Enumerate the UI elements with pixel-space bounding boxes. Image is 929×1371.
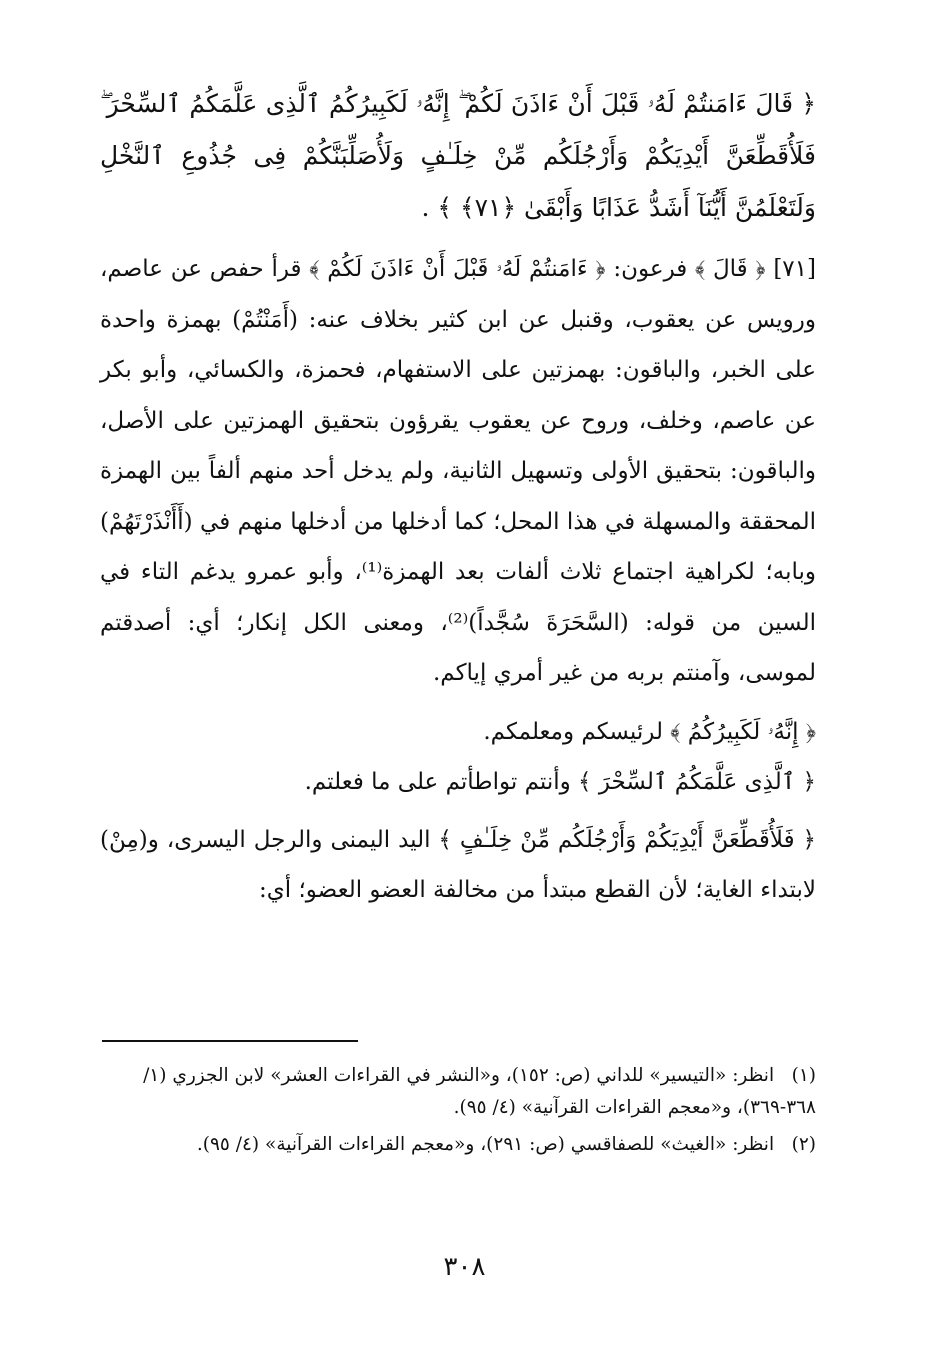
closing-paragraph: ﴿ فَلَأُقَطِّعَنَّ أَيْدِيَكُمْ وَأَرْجُلَكُم مِّنْ خِلَـٰفٍ ﴾ اليد اليمنى والرجل اليسرى، و(مِنْ) لابتداء الغاية؛ لأن القطع مبتدأ من مخالفة العضو العضو؛ أي: bbox=[100, 826, 816, 903]
footnote-number: (٢) bbox=[791, 1134, 816, 1155]
gloss-line-1: ﴿ إِنَّهُۥ لَكَبِيرُكُمُ ﴾ لرئيسكم ومعلمكم. bbox=[483, 718, 816, 745]
footnote-1 bbox=[100, 1060, 816, 1124]
page-body bbox=[100, 78, 816, 916]
footnotes bbox=[100, 1060, 816, 1166]
page-number: ٣٠٨ bbox=[443, 1252, 486, 1282]
commentary-paragraph: [٧١] ﴿ قَالَ ﴾ فرعون: ﴿ ءَامَنتُمْ لَهُۥ قَبْلَ أَنْ ءَاذَنَ لَكُمْ ﴾ قرأ حفص عن عاصم، ورويس عن يعقوب، وقنبل عن ابن كثير بخلاف عنه: (أَمَنْتُمْ) بهمزة واحدة على الخبر، والباقون: بهمزتين على الاستفهام، فحمزة، والكسائي، وأبو بكر عن عاصم، وخلف، وروح عن يعقوب يقرؤون بتحقيق الهمزتين على الأصل، والباقون: بتحقيق الأولى وتسهيل الثانية، ولم يدخل أحد منهم ألفاً بين الهمزة المحققة والمسهلة في هذا المحل؛ كما أدخلها من أدخلها منهم في (أَأَنْذَرْتَهُمْ) وبابه؛ لكراهية اجتماع ثلاث ألفات بعد الهمزة⁽¹⁾، وأبو عمرو يدغم التاء في السين من قوله: (السَّحَرَةَ سُجَّداً)⁽²⁾، ومعنى الكل إنكار؛ أي: أصدقتم لموسى، وآمنتم بربه من غير أمري إياكم. bbox=[100, 256, 816, 686]
footnote-2 bbox=[100, 1129, 816, 1161]
footnote-text: انظر: «التيسير» للداني (ص: ١٥٢)، و«النشر في القراءات العشر» لابن الجزري (١/ ٣٦٨-٣٦٩)، و«معجم القراءات القرآنية» (٤/ ٩٥). bbox=[143, 1065, 816, 1118]
footnote-number: (١) bbox=[791, 1065, 816, 1086]
footnote-separator bbox=[102, 1040, 358, 1042]
quran-verse-block: ﴿ قَالَ ءَامَنتُمْ لَهُۥ قَبْلَ أَنْ ءَاذَنَ لَكُمْ ۖ إِنَّهُۥ لَكَبِيرُكُمُ ٱلَّذِى عَلَّمَكُمُ ٱلسِّحْرَ ۖ فَلَأُقَطِّعَنَّ أَيْدِيَكُمْ وَأَرْجُلَكُم مِّنْ خِلَـٰفٍ وَلَأُصَلِّبَنَّكُمْ فِى جُذُوعِ ٱلنَّخْلِ وَلَتَعْلَمُنَّ أَيُّنَآ أَشَدُّ عَذَابًا وَأَبْقَىٰ ﴿٧١﴾ ﴾ . bbox=[100, 89, 816, 222]
gloss-line-2: ﴿ ٱلَّذِى عَلَّمَكُمُ ٱلسِّحْرَ ﴾ وأنتم تواطأتم على ما فعلتم. bbox=[304, 768, 816, 795]
footnote-text: انظر: «الغيث» للصفاقسي (ص: ٢٩١)، و«معجم القراءات القرآنية» (٤/ ٩٥). bbox=[196, 1134, 775, 1155]
